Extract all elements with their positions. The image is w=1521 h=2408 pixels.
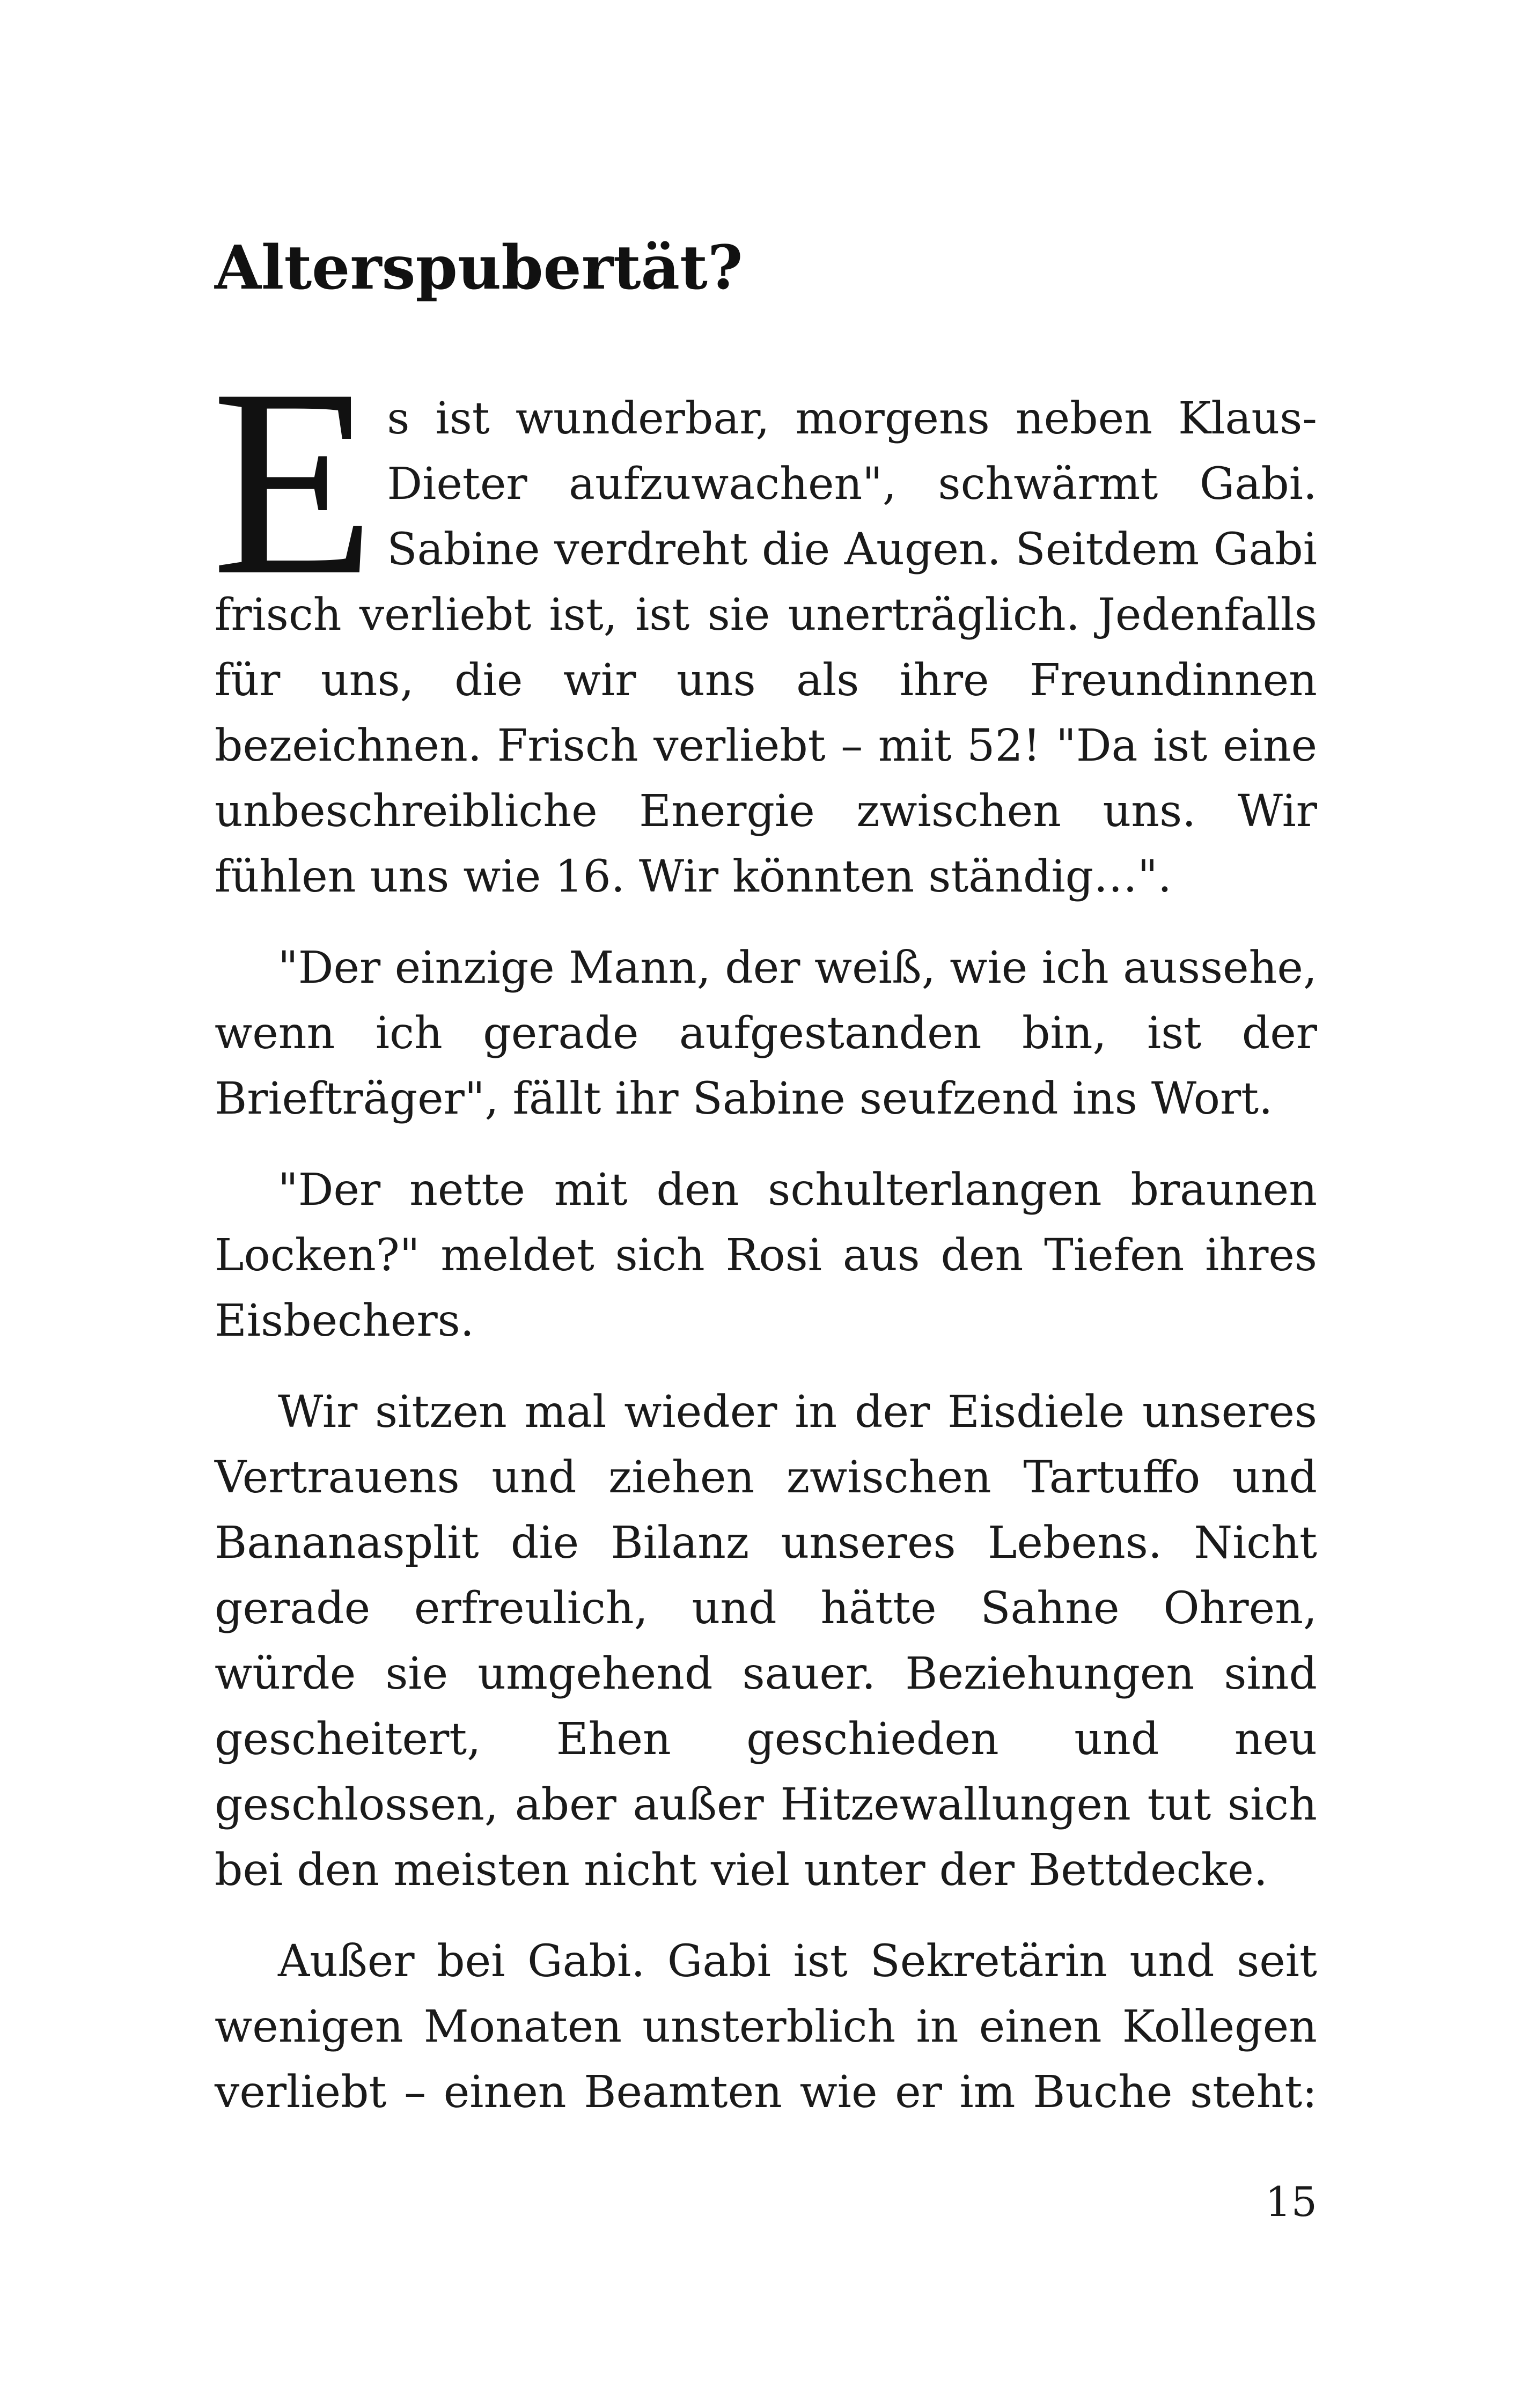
paragraph-1 bbox=[211, 334, 1317, 910]
chapter-title: Alterspubertät? bbox=[215, 233, 743, 303]
paragraph-2: "Der einzige Mann, der weiß, wie ich aussehe, wenn ich gerade aufgestanden bin, ist der Briefträger", fällt ihr Sabine seufzend ins Wort. bbox=[215, 942, 1317, 1124]
paragraph-5: Außer bei Gabi. Gabi ist Sekretärin und seit wenigen Monaten unsterblich in einen Kollegen verliebt – einen Beamten wie er im Buche steht: bbox=[215, 1936, 1317, 2118]
paragraph-1-text: s ist wunderbar, morgens neben Klaus-Dieter aufzuwachen", schwärmt Gabi. Sabine verdreht die Augen. Seitdem Gabi frisch verliebt ist, ist sie unerträglich. Jedenfalls für uns, die wir uns als ihre Freundinnen bezeichnen. Frisch verliebt – mit 52! "Da ist eine unbeschreibliche Energie zwischen uns. Wir fühlen uns wie 16. Wir könnten ständig…". bbox=[215, 393, 1317, 902]
page-number: 15 bbox=[1265, 2178, 1317, 2226]
body-text bbox=[211, 334, 1317, 2151]
drop-cap: E bbox=[211, 334, 376, 631]
paragraph-3: "Der nette mit den schulterlangen braunen Locken?" meldet sich Rosi aus den Tiefen ihres Eisbechers. bbox=[215, 1165, 1317, 1346]
paragraph-4: Wir sitzen mal wieder in der Eisdiele unseres Vertrauens und ziehen zwischen Tartuffo und Bananasplit die Bilanz unseres Lebens. Nicht gerade erfreulich, und hätte Sahne Ohren, würde sie umgehend sauer. Beziehungen sind gescheitert, Ehen geschieden und neu geschlossen, aber außer Hitzewallungen tut sich bei den meisten nicht viel unter der Bettdecke. bbox=[215, 1387, 1317, 1896]
